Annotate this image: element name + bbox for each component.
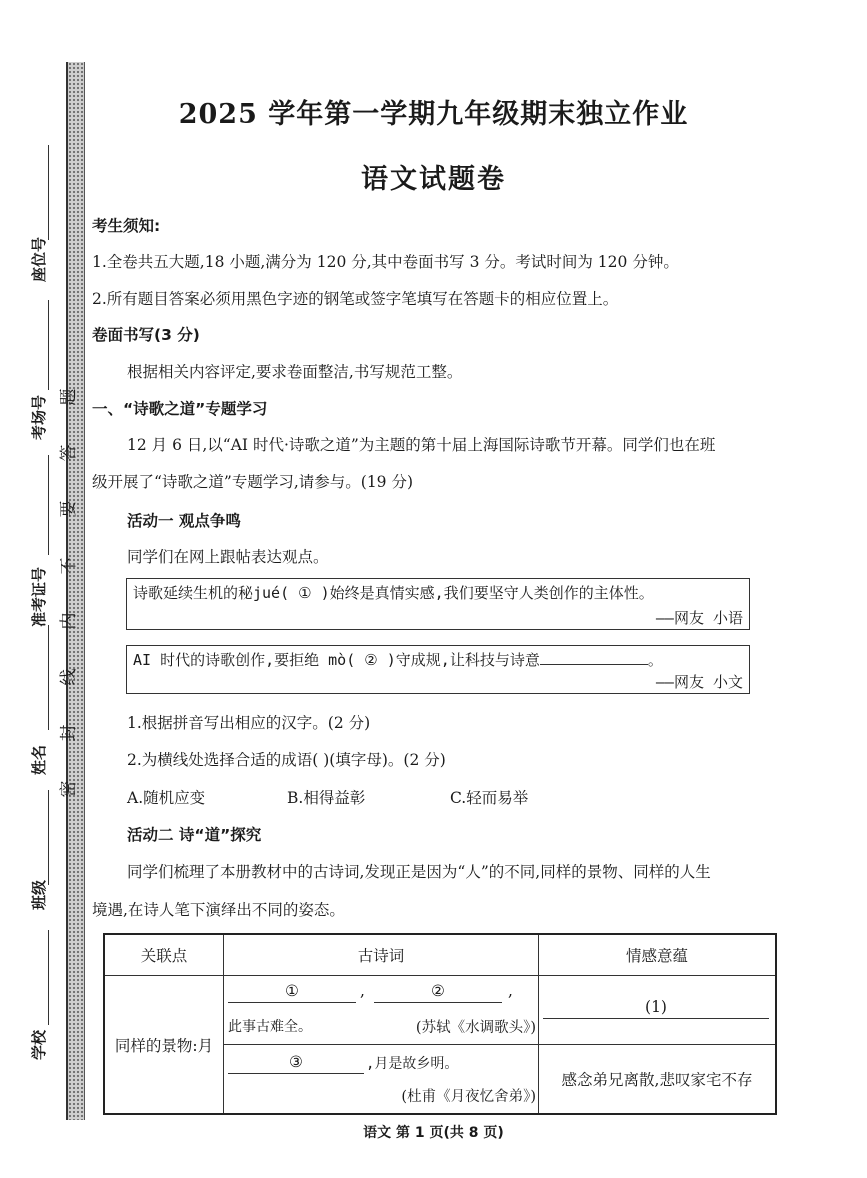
school-line: [48, 930, 49, 1025]
post-2-signature: ——网友 小文: [655, 673, 743, 691]
exam-room-label: 考场号: [30, 394, 48, 440]
emotion-cell-1: [539, 976, 777, 1045]
post-2-text: [133, 649, 663, 670]
post-2-text-a: AI 时代的诗歌创作,要拒绝 mò( ② )守成规,让科技与诗意: [133, 651, 540, 669]
table-header: 关联点: [104, 934, 224, 976]
activity-2-intro-line-1: 同学们梳理了本册教材中的古诗词,发现正是因为“人”的不同,同样的景物、同样的人生: [127, 863, 711, 881]
poem-cell-1: [224, 976, 539, 1045]
section-heading: 一、“诗歌之道”专题学习: [92, 400, 268, 418]
exam-room-line: [48, 300, 49, 390]
ticket-number-label: 准考证号: [30, 567, 48, 628]
blank-2[interactable]: ②: [374, 982, 502, 1003]
post-1-text: 诗歌延续生机的秘jué( ① )始终是真情实感,我们要坚守人类创作的主体性。: [133, 584, 654, 602]
emotion-cell-2: 感念弟兄离散,悲叹家宅不存: [539, 1045, 777, 1115]
activity-1-heading: 活动一 观点争鸣: [127, 512, 241, 530]
activity-1-intro: 同学们在网上跟帖表达观点。: [127, 548, 329, 566]
emotion-blank[interactable]: (1): [543, 998, 769, 1019]
school-label: 学校: [30, 1029, 48, 1060]
seal-char: 答: [59, 444, 79, 462]
section-intro-line-1: 12 月 6 日,以“AI 时代·诗歌之道”为主题的第十届上海国际诗歌节开幕。同学们也在班: [127, 436, 716, 454]
forum-post-2: [126, 645, 750, 694]
section-intro-line-2: 级开展了“诗歌之道”专题学习,请参与。(19 分): [92, 473, 414, 491]
page-subtitle: 语文试题卷: [361, 164, 506, 195]
ticket-number-line: [48, 455, 49, 555]
binding-strip: [66, 62, 85, 1120]
forum-post-1: [126, 578, 750, 630]
poem-cell-2: [224, 1045, 539, 1115]
page-footer: 语文 第 1 页(共 8 页): [363, 1125, 504, 1141]
comma-2: ,: [508, 982, 513, 1000]
option-b: B.相得益彰: [287, 789, 366, 807]
post-1-signature: ——网友 小语: [655, 609, 743, 627]
seat-number-label: 座位号: [30, 236, 48, 282]
seal-char: 内: [59, 612, 79, 630]
class-label: 班级: [30, 879, 48, 910]
comma-1: ,: [360, 982, 365, 1000]
notice-item-2: 2.所有题目答案必须用黑色字迹的钢笔或签字笔填写在答题卡的相应位置上。: [92, 290, 619, 308]
name-line: [48, 625, 49, 730]
option-c: C.轻而易举: [450, 789, 529, 807]
poetry-table: [103, 933, 777, 1115]
option-a: A.随机应变: [127, 789, 206, 807]
seal-char: 封: [59, 724, 79, 742]
page-title: 2025 学年第一学期九年级期末独立作业: [178, 99, 689, 130]
blank-1[interactable]: ①: [228, 982, 356, 1003]
poem-line: ,月是故乡明。: [366, 1056, 459, 1072]
seal-char: 密: [59, 780, 79, 798]
seal-char: 线: [59, 668, 79, 686]
notice-item-1: 1.全卷共五大题,18 小题,满分为 120 分,其中卷面书写 3 分。考试时间为 120 分钟。: [92, 253, 679, 271]
activity-2-intro-line-2: 境遇,在诗人笔下演绎出不同的姿态。: [92, 901, 345, 919]
idiom-blank[interactable]: [540, 650, 648, 665]
poem-line: 此事古难全。: [228, 1019, 312, 1035]
row-label: 同样的景物:月: [104, 976, 224, 1115]
seal-char: 不: [59, 557, 79, 575]
poem-source: (杜甫《月夜忆舍弟》): [401, 1089, 536, 1105]
class-line: [48, 790, 49, 885]
table-header: 古诗词: [224, 934, 539, 976]
question-1: 1.根据拼音写出相应的汉字。(2 分): [127, 714, 371, 732]
name-label: 姓名: [30, 744, 48, 775]
poem-source: (苏轼《水调歌头》): [415, 1020, 536, 1036]
post-2-text-b: 。: [647, 651, 663, 669]
activity-2-heading: 活动二 诗“道”探究: [127, 826, 262, 844]
blank-3[interactable]: ③: [228, 1053, 364, 1074]
writing-body: 根据相关内容评定,要求卷面整洁,书写规范工整。: [127, 363, 463, 381]
notice-heading: 考生须知:: [92, 217, 161, 235]
question-2: 2.为横线处选择合适的成语( )(填字母)。(2 分): [127, 751, 446, 769]
seal-char: 题: [59, 388, 79, 406]
seal-char: 要: [59, 500, 79, 518]
writing-heading: 卷面书写(3 分): [92, 326, 200, 344]
table-header: 情感意蕴: [539, 934, 777, 976]
table-row: [104, 976, 776, 1045]
